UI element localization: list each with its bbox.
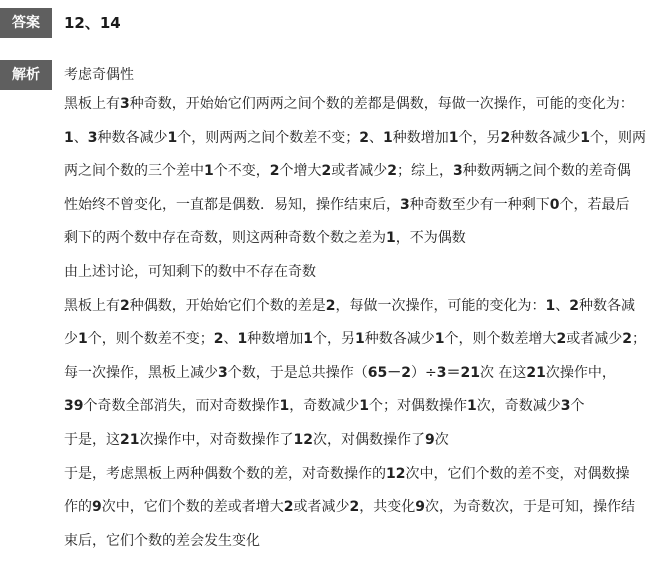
- analysis-number: 1: [279, 398, 290, 415]
- analysis-number: 2: [359, 129, 369, 146]
- analysis-text: 性始终不曾变化，一直都是偶数．易知，操作结束后，: [64, 196, 400, 213]
- analysis-text: 剩下的两个数中存在奇数，则这两种奇数个数之差为: [64, 230, 386, 247]
- analysis-text: 次，为奇数次，于是可知，操作结: [425, 499, 635, 516]
- analysis-number: 1: [383, 129, 393, 146]
- analysis-text: 次中，它们个数的差或者增大: [101, 499, 284, 516]
- analysis-number: 2: [120, 297, 130, 314]
- analysis-text: ，共变化: [359, 499, 416, 516]
- analysis-number: 12: [293, 432, 313, 448]
- answer-value: 12、14: [64, 14, 121, 32]
- analysis-line: [64, 430, 449, 450]
- analysis-text: 每一次操作，黑板上减少: [64, 364, 218, 381]
- analysis-line: [64, 396, 584, 416]
- analysis-text: 次 在这: [479, 364, 527, 381]
- analysis-line: [64, 464, 629, 484]
- analysis-line: [64, 128, 646, 148]
- analysis-number: 39: [64, 398, 84, 415]
- analysis-text: 种数增加: [392, 129, 449, 146]
- analysis-text: 个，则两: [590, 129, 646, 146]
- analysis-text: 两之间个数的三个差中: [64, 163, 204, 180]
- analysis-tag: 解析: [0, 60, 52, 90]
- analysis-line: [64, 329, 646, 349]
- analysis-text: ）÷: [410, 364, 437, 381]
- analysis-number: 1: [237, 331, 248, 348]
- analysis-text: 或者减少: [293, 499, 350, 516]
- analysis-number: 1: [580, 129, 590, 146]
- analysis-text: 种数两辆之间个数的差奇偶: [462, 163, 631, 180]
- analysis-number: 3: [400, 196, 410, 213]
- analysis-number: 1: [466, 398, 477, 415]
- analysis-number: 9: [92, 499, 102, 516]
- analysis-line: [64, 531, 260, 551]
- analysis-text: 个，则个数差增大: [444, 331, 557, 348]
- analysis-text: ；: [632, 331, 646, 348]
- analysis-number: 2: [556, 331, 567, 348]
- analysis-text: ，每做一次操作，可能的变化为：: [335, 297, 546, 314]
- analysis-number: 1: [545, 297, 556, 314]
- analysis-text: ，不为偶数: [395, 230, 466, 247]
- analysis-text: 、: [223, 331, 238, 348]
- analysis-number: 65－2: [367, 364, 411, 381]
- analysis-text: 、: [369, 129, 383, 146]
- analysis-number: 1: [204, 163, 214, 180]
- analysis-line: [64, 497, 635, 517]
- analysis-text: 少: [64, 331, 78, 348]
- analysis-number: 3: [218, 364, 228, 381]
- analysis-line: [64, 262, 316, 282]
- analysis-number: 2: [269, 163, 280, 180]
- analysis-line: [64, 161, 631, 181]
- analysis-number: 21: [526, 364, 546, 381]
- analysis-number: 3: [87, 129, 98, 146]
- analysis-text: 种偶数，开始始它们个数的差是: [129, 297, 326, 314]
- analysis-number: 2: [349, 499, 360, 516]
- analysis-text: 或者减少: [331, 163, 388, 180]
- analysis-number: 0: [549, 196, 560, 213]
- analysis-text: 种数各减: [579, 297, 635, 314]
- analysis-number: 3: [453, 163, 463, 180]
- analysis-number: 12: [386, 465, 406, 482]
- analysis-number: 1: [359, 398, 369, 415]
- analysis-text: 由上述讨论，可知剩下的数中不存在奇数: [64, 264, 316, 280]
- analysis-number: 2: [387, 163, 397, 180]
- analysis-text: 次: [434, 432, 449, 448]
- analysis-text: 个，则个数差不变；: [87, 331, 214, 348]
- analysis-number: 2: [569, 297, 579, 314]
- analysis-line: [64, 195, 630, 215]
- analysis-text: ；综上，: [397, 163, 453, 180]
- analysis-text: 个，若最后: [559, 196, 630, 213]
- analysis-text: 种奇数，开始始它们两两之间个数的差都是偶数，每做一次操作，可能的变化为：: [129, 96, 634, 112]
- analysis-text: 种数各减少: [364, 331, 435, 348]
- analysis-title: 考虑奇偶性: [64, 67, 134, 83]
- analysis-text: 个数，于是总共操作（: [227, 364, 368, 381]
- analysis-number: 9: [415, 499, 425, 516]
- analysis-line: [64, 228, 466, 248]
- analysis-text: 、: [555, 297, 570, 314]
- analysis-text: 、: [73, 129, 88, 146]
- answer-tag: 答案: [0, 8, 52, 38]
- analysis-text: 个，则两两之间个数差不变；: [177, 129, 360, 146]
- analysis-text: 种数各减少: [97, 129, 168, 146]
- analysis-number: 1: [167, 129, 178, 146]
- analysis-text: 个，另: [313, 331, 355, 348]
- analysis-text: 次中，它们个数的差不变，对偶数操: [405, 465, 630, 482]
- analysis-text: 次操作中，对奇数操作了: [139, 432, 294, 448]
- analysis-number: 1: [434, 331, 445, 348]
- analysis-text: 作的: [64, 499, 92, 516]
- analysis-number: 3＝21: [436, 364, 480, 381]
- analysis-number: 1: [386, 230, 396, 247]
- analysis-text: 个不变，: [213, 163, 270, 180]
- analysis-number: 3: [120, 96, 130, 112]
- analysis-number: 1: [78, 331, 88, 348]
- analysis-text: 次，对偶数操作了: [312, 432, 425, 448]
- analysis-number: 2: [283, 499, 294, 516]
- analysis-number: 1: [355, 331, 365, 348]
- analysis-line: [64, 363, 616, 383]
- analysis-text: 束后，它们个数的差会发生变化: [64, 532, 260, 549]
- analysis-number: 1: [448, 129, 459, 146]
- analysis-text: 个；对偶数操作: [368, 398, 467, 415]
- analysis-number: 3: [560, 398, 571, 415]
- analysis-text: 次，奇数减少: [476, 398, 561, 415]
- analysis-number: 1: [64, 129, 74, 146]
- analysis-number: 21: [120, 432, 140, 448]
- analysis-number: 1: [303, 331, 313, 348]
- analysis-number: 2: [325, 297, 336, 314]
- analysis-number: 2: [321, 163, 332, 180]
- analysis-text: ，奇数减少: [289, 398, 360, 415]
- analysis-line: [64, 94, 634, 114]
- analysis-text: 种数各减少: [510, 129, 581, 146]
- analysis-number: 2: [622, 331, 632, 348]
- analysis-text: 黑板上有: [64, 96, 120, 112]
- analysis-number: 2: [500, 129, 511, 146]
- analysis-text: 种奇数至少有一种剩下: [409, 196, 550, 213]
- analysis-number: 2: [213, 331, 224, 348]
- analysis-text: 个，另: [458, 129, 501, 146]
- analysis-text: 个奇数全部消失，而对奇数操作: [83, 398, 280, 415]
- analysis-text: 次操作中，: [545, 364, 616, 381]
- analysis-text: 于是，考虑黑板上两种偶数个数的差，对奇数操作的: [64, 465, 386, 482]
- analysis-text: 或者减少: [566, 331, 623, 348]
- analysis-text: 个增大: [279, 163, 322, 180]
- analysis-text: 种数增加: [247, 331, 304, 348]
- analysis-line: [64, 296, 635, 316]
- analysis-text: 个: [570, 398, 585, 415]
- analysis-text: 黑板上有: [64, 297, 120, 314]
- analysis-number: 9: [424, 432, 435, 448]
- analysis-text: 于是，这: [64, 432, 120, 448]
